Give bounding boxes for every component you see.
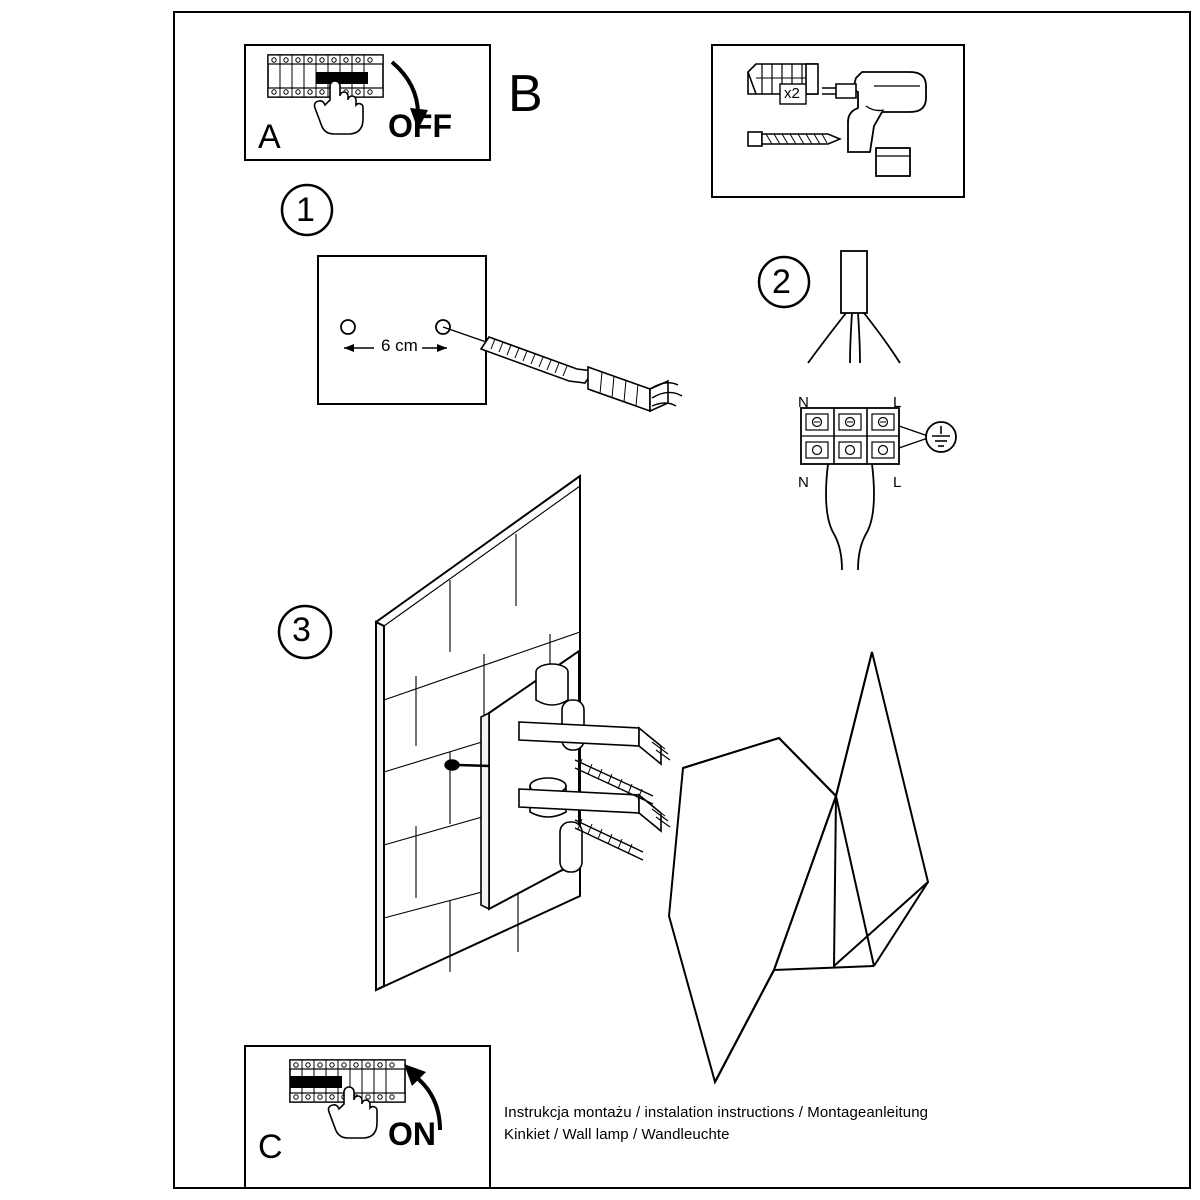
panel-a-state: OFF (388, 108, 452, 144)
terminal-label-n-bottom: N (798, 474, 809, 491)
terminal-label-l-bottom: L (893, 474, 902, 491)
quantity-label: x2 (784, 85, 800, 102)
step-3-number: 3 (292, 611, 311, 649)
terminal-block (801, 408, 899, 464)
panel-b-letter: B (508, 65, 543, 123)
panel-c-letter: C (258, 1128, 283, 1166)
caption-line-1: Instrukcja montażu / instalation instructions / Montageanleitung (504, 1104, 929, 1121)
terminal-label-l-top: L (893, 394, 902, 411)
circuit-breaker-switch-off-icon (268, 55, 383, 97)
dimension-label: 6 cm (381, 336, 418, 355)
step-1-number: 1 (296, 191, 315, 229)
step-2-drawing (801, 251, 956, 570)
earth-ground-icon (899, 422, 956, 452)
page-border (174, 12, 1190, 1188)
hole-marker-left (341, 320, 355, 334)
panel-a (245, 45, 490, 160)
lamp-shade (669, 652, 928, 1082)
cable-sheath (841, 251, 867, 313)
panel-c-state: ON (388, 1116, 436, 1152)
step-2-number: 2 (772, 263, 791, 301)
panel-a-letter: A (258, 118, 281, 156)
wire-pair (826, 464, 842, 570)
caption-line-2: Kinkiet / Wall lamp / Wandleuchte (504, 1126, 730, 1143)
terminal-label-n-top: N (798, 394, 809, 411)
screw-icon (748, 132, 840, 146)
panel-c (245, 1046, 490, 1188)
panel-b (712, 45, 964, 197)
step-1-drawing (318, 256, 682, 411)
panel-b-border (712, 45, 964, 197)
